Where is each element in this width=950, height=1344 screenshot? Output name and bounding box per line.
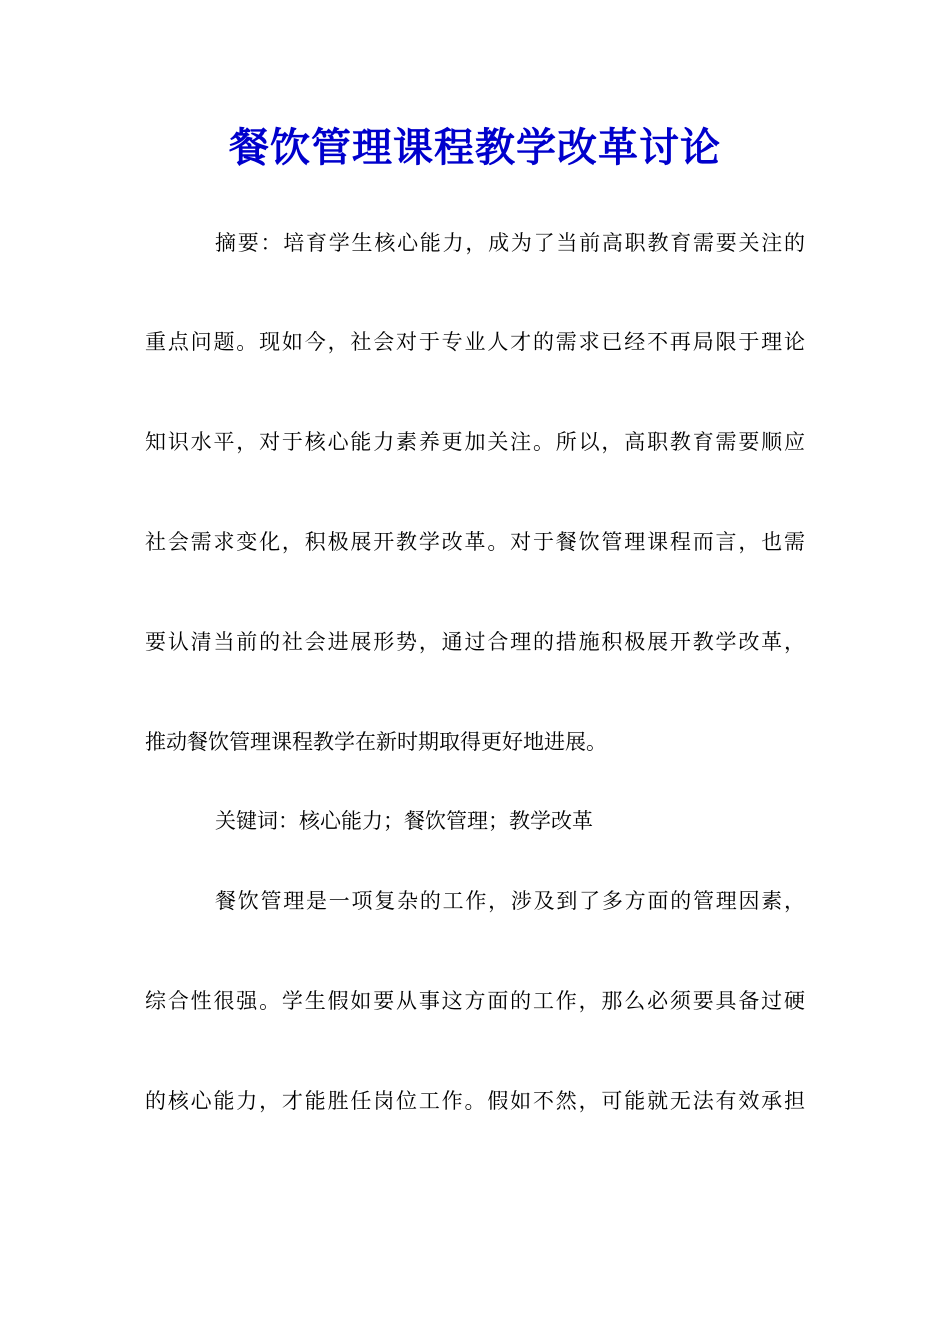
abstract-line-2: 重点问题。现如今，社会对于专业人才的需求已经不再局限于理论 [145, 330, 805, 354]
abstract-line-5: 要认清当前的社会进展形势，通过合理的措施积极展开教学改革， [145, 630, 805, 654]
abstract-line-3: 知识水平，对于核心能力素养更加关注。所以，高职教育需要顺应 [145, 430, 805, 454]
keywords-line: 关键词：核心能力；餐饮管理；教学改革 [215, 809, 593, 833]
document-title: 餐饮管理课程教学改革讨论 [229, 124, 721, 171]
abstract-line-4: 社会需求变化，积极展开教学改革。对于餐饮管理课程而言，也需 [145, 530, 805, 554]
abstract-line-6: 推动餐饮管理课程教学在新时期取得更好地进展。 [145, 730, 607, 754]
body-line-2: 综合性很强。学生假如要从事这方面的工作，那么必须要具备过硬 [145, 989, 805, 1013]
body-line-3: 的核心能力，才能胜任岗位工作。假如不然，可能就无法有效承担 [145, 1089, 805, 1113]
abstract-line-1: 摘要：培育学生核心能力，成为了当前高职教育需要关注的 [215, 231, 805, 255]
body-line-1: 餐饮管理是一项复杂的工作，涉及到了多方面的管理因素， [215, 889, 805, 913]
